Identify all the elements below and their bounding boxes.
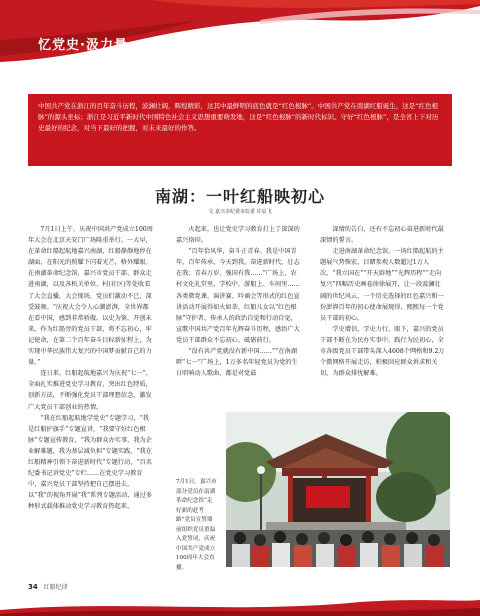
paragraph: “百年恰风华，奋斗正青春。我是中国青年，百年传承，今天到我，奋进新时代，壮志在我；青春万岁，强国有我……”广场上，农村文化礼堂里，学校中，游船上、车间里……各类微党课、演讲赛、吟诵会等形式的红色宣讲活动开展得如火如荼，红船儿女以“红色根脉”守护者、传承人的政治自觉和行动自觉，宣歌中国共产党百年光辉奋斗历程，感悟广大党员干部群众不忘初心、砥砺前行。 — [176, 248, 300, 344]
event-photo — [226, 412, 450, 567]
paragraph: “我在红船起航地学党史”专题学习，“我是红船护旗手”专题宣讲，“我要守好红色根脉”专题宣传教育，“我为群众办实事，我为企业解难题，我为基层减负担”专题实践，“我在红船精神引领下奋进新时代”专题行动，“百名纪委书记讲党史”专栏……在党史学习教育中，嘉兴党员干部坚持把自己摆进去，以“我”的视角开展“我”系列专题活动，通过多种形式载体推动党史学习教育热起来、 — [28, 414, 153, 511]
paragraph: 连日来，红船起航地嘉兴为庆祝“七一”，全面扎实推进党史学习教育，突出红色特质，创新方法，不断强化党员干部理想信念，激发广大党员干部创业的热情。 — [28, 370, 152, 411]
paragraph: 学史增信，学史力行，眼下，嘉兴的党员干部不断在为民办实事中，践行为民初心，全市各级党员干部带头深入4608个网格和9.2万个微网格开展走访，积极回应群众诉求和关切，为群众排忧解难。 — [320, 325, 445, 378]
article-column-1 — [28, 224, 154, 512]
bottom-decoration — [0, 596, 480, 616]
paragraph: 火起来，也让党史学习教育打上了深深的嘉兴烙印。 — [176, 226, 300, 245]
paragraph: 7月1日上午，庆祝中国共产党成立100周年大会在北京天安门广场隆重举行。一大早，在革命红船起航地嘉兴南湖，红船静静地停在湖面，在阳光的照耀下闪着光芒，格外耀眼。在南湖革命纪念馆，嘉兴市党员干部、群众走进南湖，以及各机关单位、村(社区)等处收看了大会直播，大会现场，党员们激动不已，深受鼓舞。“庆祝大会令人心潮澎湃，全世界都在看中国，感到非常骄傲。以史为鉴，开创未来，作为红船旁的党员干部，将不忘初心，牢记使命，在第二个百年奋斗目标新征程上，为实现中华民族伟大复兴的中国梦贡献自己的力量。” — [28, 226, 153, 367]
page-number: 34 — [28, 583, 38, 591]
article-title: 南湖：一叶红船映初心 — [154, 187, 325, 206]
article-column-3 — [320, 224, 446, 379]
header-banner — [0, 0, 480, 62]
section-title: 忆党史·汲力量 — [38, 38, 128, 53]
publication-name: 红船纪律 — [43, 584, 68, 591]
paragraph: 走进南湖革命纪念馆，一场红船起航的主题展气势恢宏，目睹参观人数超过1万人次，“我立国在”“开天辟地”“光辉历程”“走向复兴”四幅历史画卷徐徐展开，让一段波澜壮阔的世纪风云，一个历史选择的红色嘉兴和一份澎湃百年的初心使命展现得，熙熙每一个党员干部的初心。 — [320, 248, 444, 322]
intro-box — [28, 94, 452, 166]
page-footer — [28, 582, 68, 591]
photo-caption: 7月1日，嘉兴市部分党员在南湖革命纪念馆“走好新的赶考路”党员宣誓墙前组织党员重温入党誓词，庆祝中国共产党成立100周年大会直播。 — [176, 479, 217, 571]
article-byline: 文 嘉兴市纪委市监委 许辰飞 — [208, 209, 272, 215]
paragraph: “没有共产党就没有新中国……”“在南湖畔”七一”广场上，1万多名年轻党员为党的生日唱响动人歌曲，都是对党最 — [176, 348, 298, 378]
intro-text: 中国共产党在浙江的百年奋斗历程，波澜壮阔，辉煌精彩，这其中最鲜明的底色就是“红色根脉”。中国共产党在南湖红船诞生，这是“红色根脉”的源头坐标；浙江是习近平新时代中国特色社会主义思想重要萌发地，这是“红色根脉”的新时代标识。守好“红色根脉”，是全省上下对历史最好的纪念，对当下最好的把握，对未来最好的作答。 — [38, 102, 439, 132]
article-column-2 — [176, 224, 300, 379]
paragraph: 深情的告白，还有不忘初心奋进新时代最深情的誓言。 — [320, 226, 444, 245]
